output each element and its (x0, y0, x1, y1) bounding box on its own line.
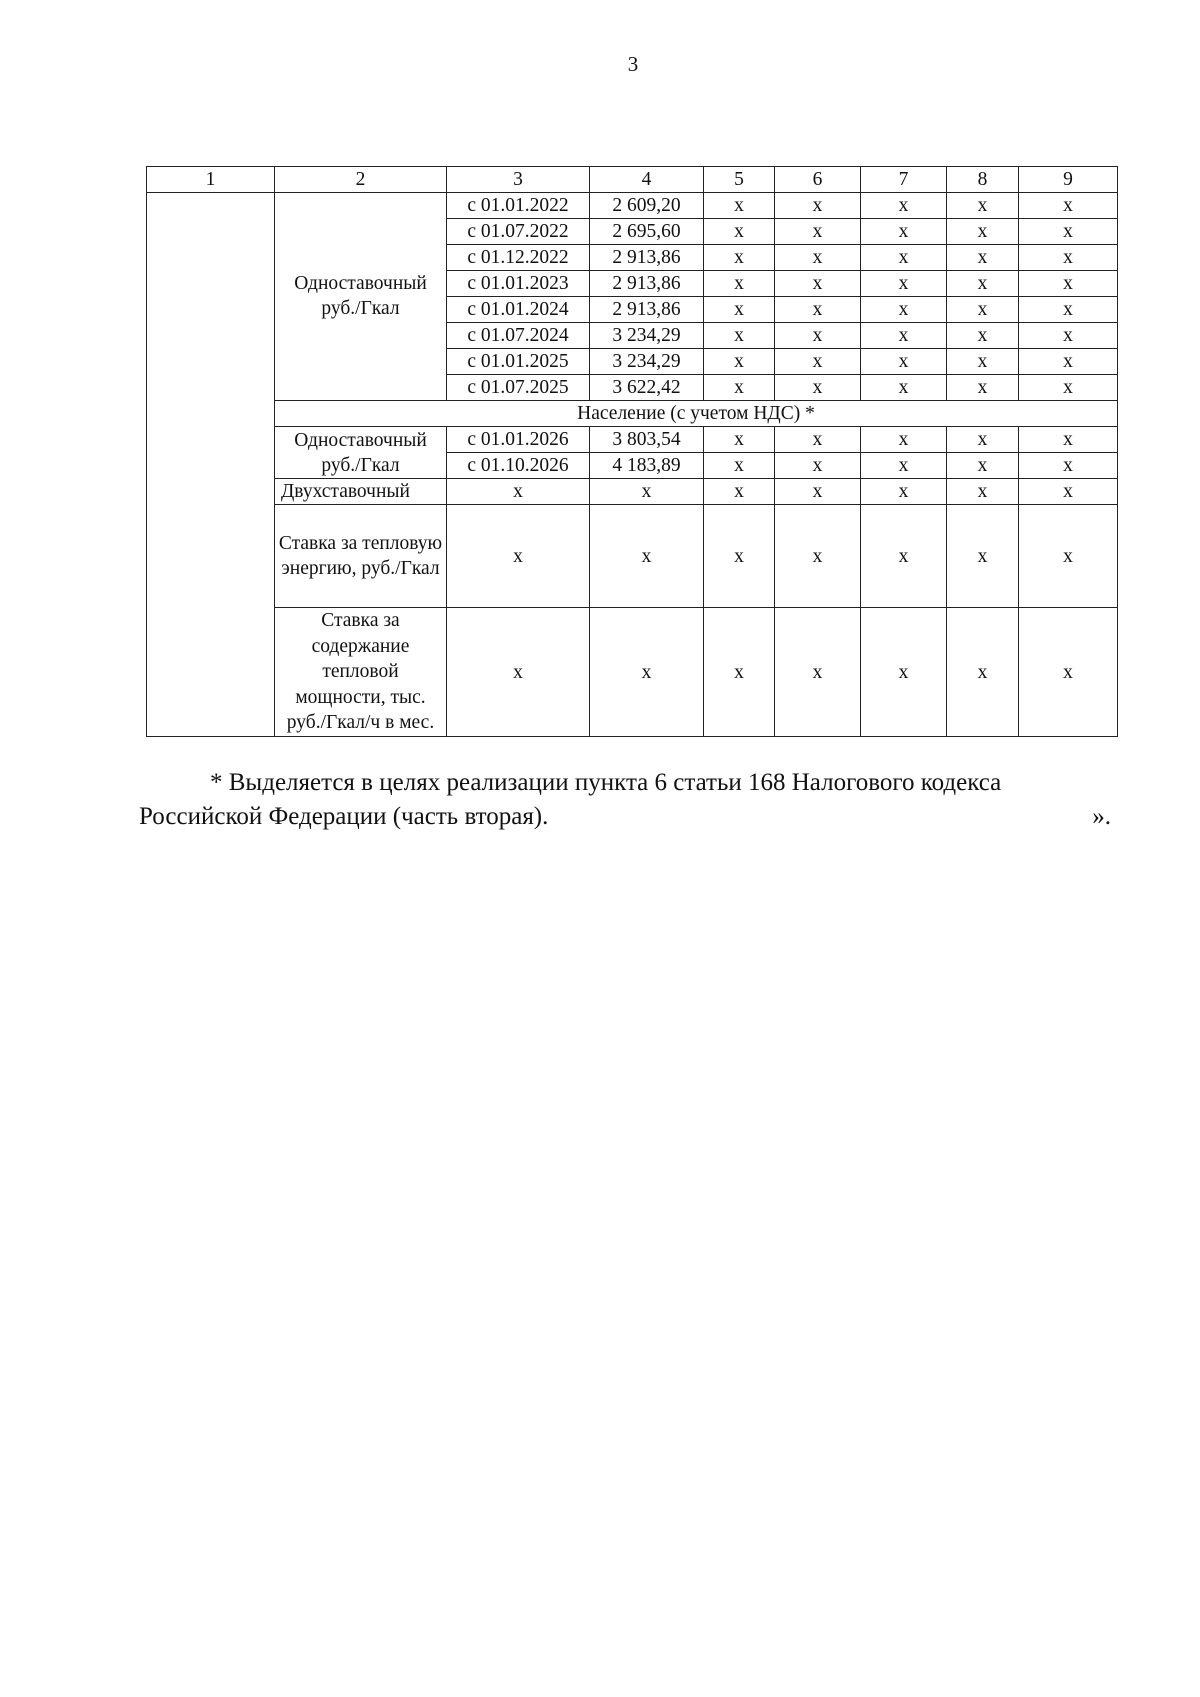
tariff-value: 2 695,60 (590, 219, 704, 245)
na-cell: x (704, 427, 775, 453)
tariff-value: 3 622,42 (590, 375, 704, 401)
effective-date: с 01.12.2022 (447, 245, 590, 271)
na-cell: x (861, 349, 947, 375)
effective-date: с 01.07.2022 (447, 219, 590, 245)
na-cell: x (947, 427, 1019, 453)
tariff-value: 3 234,29 (590, 323, 704, 349)
na-cell: x (1019, 323, 1118, 349)
na-cell: x (1019, 297, 1118, 323)
column-number-2: 2 (275, 167, 447, 193)
na-cell: x (1019, 271, 1118, 297)
table-row (147, 505, 1118, 608)
na-cell: x (861, 193, 947, 219)
na-cell: x (775, 271, 861, 297)
na-cell: x (590, 608, 704, 737)
na-cell: x (861, 245, 947, 271)
footnote-line-1: * Выделяется в целях реализации пункта 6 статьи 168 Налогового кодекса (210, 769, 1002, 796)
tariff-value: 2 913,86 (590, 271, 704, 297)
na-cell: x (1019, 219, 1118, 245)
table-row (147, 427, 1118, 453)
effective-date: с 01.10.2026 (447, 453, 590, 479)
na-cell: x (704, 271, 775, 297)
tariff-table (146, 166, 1118, 737)
effective-date: с 01.07.2025 (447, 375, 590, 401)
na-cell: x (775, 349, 861, 375)
na-cell: x (775, 608, 861, 737)
tariff-type-single-rate: Одноставочный руб./Гкал (275, 193, 447, 401)
na-cell: x (704, 453, 775, 479)
column-number-7: 7 (861, 167, 947, 193)
na-cell: x (1019, 505, 1118, 608)
na-cell: x (704, 479, 775, 505)
na-cell: x (775, 219, 861, 245)
page-number: 3 (627, 52, 639, 76)
na-cell: x (590, 479, 704, 505)
tariff-value: 2 609,20 (590, 193, 704, 219)
na-cell: x (947, 297, 1019, 323)
footnote (139, 766, 1111, 834)
na-cell: x (861, 479, 947, 505)
na-cell: x (1019, 245, 1118, 271)
capacity-rate-label: Ставка за содержание тепловой мощности, тыс. руб./Гкал/ч в мес. (275, 608, 447, 737)
na-cell: x (704, 608, 775, 737)
na-cell: x (947, 453, 1019, 479)
na-cell: x (1019, 427, 1118, 453)
effective-date: с 01.01.2023 (447, 271, 590, 297)
na-cell: x (447, 608, 590, 737)
footnote-line-2 (139, 800, 1111, 834)
na-cell: x (947, 193, 1019, 219)
na-cell: x (775, 323, 861, 349)
column-number-5: 5 (704, 167, 775, 193)
table-row (147, 608, 1118, 737)
na-cell: x (775, 505, 861, 608)
na-cell: x (590, 505, 704, 608)
na-cell: x (775, 479, 861, 505)
na-cell: x (775, 193, 861, 219)
effective-date: с 01.01.2024 (447, 297, 590, 323)
column-number-9: 9 (1019, 167, 1118, 193)
energy-rate-label: Ставка за тепловую энергию, руб./Гкал (275, 505, 447, 608)
closing-quote: ». (1092, 803, 1111, 830)
na-cell: x (947, 219, 1019, 245)
na-cell: x (447, 505, 590, 608)
na-cell: x (775, 453, 861, 479)
table-row (147, 193, 1118, 219)
effective-date: с 01.01.2026 (447, 427, 590, 453)
footnote-line-2-text: Российской Федерации (часть вторая). (139, 803, 549, 830)
na-cell: x (775, 427, 861, 453)
na-cell: x (775, 375, 861, 401)
effective-date: с 01.01.2025 (447, 349, 590, 375)
na-cell: x (947, 349, 1019, 375)
na-cell: x (1019, 193, 1118, 219)
na-cell: x (861, 297, 947, 323)
tariff-type-two-part: Двухставочный (275, 479, 447, 505)
section-title-population: Население (с учетом НДС) * (275, 401, 1118, 427)
na-cell: x (861, 219, 947, 245)
effective-date: с 01.01.2022 (447, 193, 590, 219)
tariff-type-single-rate-population: Одноставочный руб./Гкал (275, 427, 447, 479)
na-cell: x (704, 375, 775, 401)
na-cell: x (861, 323, 947, 349)
na-cell: x (447, 479, 590, 505)
na-cell: x (947, 479, 1019, 505)
na-cell: x (1019, 479, 1118, 505)
na-cell: x (775, 297, 861, 323)
na-cell: x (947, 375, 1019, 401)
na-cell: x (704, 349, 775, 375)
na-cell: x (947, 245, 1019, 271)
na-cell: x (704, 193, 775, 219)
header-row (147, 167, 1118, 193)
na-cell: x (704, 297, 775, 323)
na-cell: x (1019, 608, 1118, 737)
tariff-value: 2 913,86 (590, 297, 704, 323)
na-cell: x (947, 323, 1019, 349)
tariff-value: 2 913,86 (590, 245, 704, 271)
na-cell: x (704, 505, 775, 608)
na-cell: x (947, 271, 1019, 297)
effective-date: с 01.07.2024 (447, 323, 590, 349)
column-number-8: 8 (947, 167, 1019, 193)
na-cell: x (861, 453, 947, 479)
na-cell: x (1019, 375, 1118, 401)
na-cell: x (947, 505, 1019, 608)
column-number-3: 3 (447, 167, 590, 193)
na-cell: x (861, 375, 947, 401)
na-cell: x (861, 505, 947, 608)
column-number-1: 1 (147, 167, 275, 193)
table-row (147, 479, 1118, 505)
column-number-6: 6 (775, 167, 861, 193)
section-row (147, 401, 1118, 427)
empty-column-1 (147, 193, 275, 737)
na-cell: x (861, 427, 947, 453)
na-cell: x (861, 608, 947, 737)
na-cell: x (704, 323, 775, 349)
na-cell: x (704, 245, 775, 271)
na-cell: x (775, 245, 861, 271)
na-cell: x (1019, 349, 1118, 375)
na-cell: x (861, 271, 947, 297)
column-number-4: 4 (590, 167, 704, 193)
tariff-value: 4 183,89 (590, 453, 704, 479)
tariff-value: 3 803,54 (590, 427, 704, 453)
na-cell: x (947, 608, 1019, 737)
na-cell: x (704, 219, 775, 245)
tariff-value: 3 234,29 (590, 349, 704, 375)
na-cell: x (1019, 453, 1118, 479)
